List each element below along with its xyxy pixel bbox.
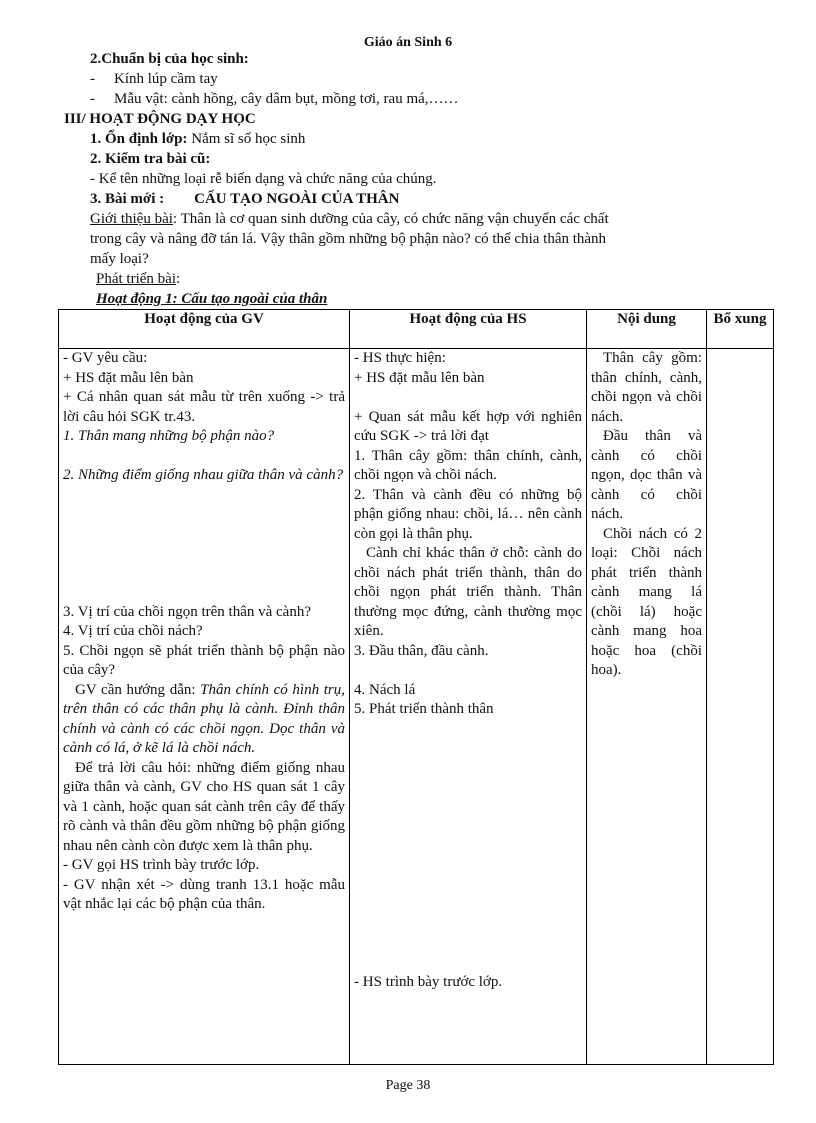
header-bo-xung: Bổ xung [707, 310, 774, 349]
spacer [354, 388, 582, 408]
activity-title: Hoạt động 1: Cấu tạo ngoài của thân [96, 291, 328, 307]
dev-line [96, 270, 180, 290]
gv-guide-italic: Thân chính có hình trụ, trên thân có các thân phụ là cành. Đỉnh thân chính và cành có các chồi ngọn. Dọc thân và cành có lá, ở kẽ lá là chồi nách. [63, 681, 345, 756]
step-2-item: - Kể tên những loại rễ biến dạng và chức năng của chúng. [90, 171, 437, 187]
step-3-sep: : [155, 191, 195, 207]
hs-answer-1: 1. Thân cây gồm: thân chính, cành, chồi ngọn và chồi nách. [354, 447, 582, 483]
gv-compare: Để trả lời câu hỏi: những điểm giống nhau giữa thân và cành, GV cho HS quan sát 1 cây và 1 cành, hoặc quan sát cành trên cây để thấy rõ cành và thân đều gồm những bộ phận giống nhau nên cành còn được xem là thân phụ. [63, 759, 345, 854]
gv-question-4: 4. Vị trí của chồi nách? [63, 623, 203, 639]
intro-text-1: : Thân là cơ quan sinh dưỡng của cây, có chức năng vận chuyển các chất [172, 211, 609, 227]
intro-label: Giới thiệu bài [90, 211, 173, 227]
table-row [59, 349, 774, 1065]
activity-table [58, 309, 774, 1065]
bo-xung-cell [707, 349, 774, 1065]
hs-answer-4: 4. Nách lá [354, 681, 416, 698]
step-1-label: 1. Ổn định lớp: [90, 131, 188, 147]
gv-line: + HS đặt mẫu lên bàn [63, 369, 194, 386]
dev-colon: : [175, 271, 181, 287]
prep-item-2-text: Mẫu vật: cành hồng, cây dâm bụt, mồng tơi, rau má,…… [114, 91, 459, 107]
gv-question-3: 3. Vị trí của chồi ngọn trên thân và cành? [63, 603, 311, 620]
gv-review: - GV nhận xét -> dùng tranh 13.1 hoặc mẫu vật nhắc lại các bộ phận của thân. [63, 876, 345, 912]
gv-guide-prefix: GV cần hướng dẫn: [75, 681, 201, 698]
hs-answer-2b: Cành chỉ khác thân ở chỗ: cành do chồi nách phát triển thành, thân do chồi ngọn phát triển thành. Thân thường mọc đứng, cành thường mọc xiên. [354, 545, 582, 639]
nd-paragraph-1: Thân cây gồm: thân chính, cành, chồi ngọn và chồi nách. [591, 350, 702, 425]
hs-line: - HS thực hiện: [354, 350, 446, 366]
hs-answer-2: 2. Thân và cành đều có những bộ phận giống nhau: chồi, lá… nên cành còn gọi là thân phụ. [354, 486, 582, 542]
hs-present: - HS trình bày trước lớp. [354, 973, 503, 990]
table-header-row [59, 310, 774, 349]
prep-item-1: - Kính lúp cầm tay [90, 71, 218, 87]
gv-line: + Cá nhân quan sát mẫu từ trên xuống -> trả lời câu hỏi SGK tr.43. [63, 389, 345, 425]
gv-guide [63, 681, 345, 759]
gv-question-1 [63, 427, 345, 447]
hs-line: + HS đặt mẫu lên bàn [354, 369, 485, 386]
step-3 [90, 190, 399, 210]
header-gv: Hoạt động của GV [59, 310, 350, 349]
page-header-title: Giáo án Sinh 6 [363, 35, 453, 50]
gv-present: - GV gọi HS trình bày trước lớp. [63, 857, 260, 873]
step-3-title: CẤU TẠO NGOÀI CỦA THÂN [194, 191, 400, 207]
spacer [354, 720, 582, 973]
hs-answer-3: 3. Đầu thân, đầu cành. [354, 642, 489, 659]
header-noi-dung: Nội dung [587, 310, 707, 349]
nd-paragraph-3: Chồi nách có 2 loại: Chồi nách phát triển thành cành mang lá (chồi lá) hoặc cành mang hoa hoặc hoa (chồi hoa). [591, 525, 702, 678]
step-1-text: Nắm sĩ số học sinh [187, 131, 306, 147]
spacer [63, 447, 345, 467]
hs-answer-5: 5. Phát triển thành thân [354, 701, 494, 717]
step-3-label: 3. Bài mới [90, 191, 156, 207]
spacer [354, 661, 582, 681]
dev-label: Phát triển bài [96, 271, 176, 287]
intro-text-2: trong cây và nâng đỡ tán lá. Vậy thân gồm những bộ phận nào? có thể chia thân thành [90, 231, 607, 247]
spacer [63, 486, 345, 603]
gv-cell [59, 349, 350, 1065]
intro-line-1 [90, 210, 609, 230]
prep-heading: 2.Chuẩn bị của học sinh: [90, 51, 249, 67]
step-1 [90, 130, 305, 150]
nd-paragraph-2: Đầu thân và cành có chồi ngọn, dọc thân và cành có chồi nách. [591, 428, 702, 522]
step-2-label: 2. Kiểm tra bài cũ: [90, 151, 211, 167]
intro-text-3: mấy loại? [90, 251, 149, 267]
section-heading: III/ HOẠT ĐỘNG DẠY HỌC [64, 111, 256, 127]
gv-question-2: 2. Những điểm giống nhau giữa thân và cành? [63, 467, 344, 483]
hs-cell [350, 349, 587, 1065]
gv-q1-text: 1. Thân mang những bộ phận nào? [63, 428, 275, 444]
prep-item-1-text: Kính lúp cầm tay [114, 71, 218, 87]
hs-line: + Quan sát mẫu kết hợp với nghiên cứu SGK -> trả lời đạt [354, 408, 582, 444]
prep-item-2: - Mẫu vật: cành hồng, cây dâm bụt, mồng tơi, rau má,…… [90, 91, 459, 107]
page-number: Page 38 [385, 1078, 431, 1093]
gv-question-5: 5. Chồi ngọn sẽ phát triển thành bộ phận nào của cây? [63, 642, 345, 678]
gv-line: - GV yêu cầu: [63, 350, 148, 366]
header-hs: Hoạt động của HS [350, 310, 587, 349]
noi-dung-cell [587, 349, 707, 1065]
